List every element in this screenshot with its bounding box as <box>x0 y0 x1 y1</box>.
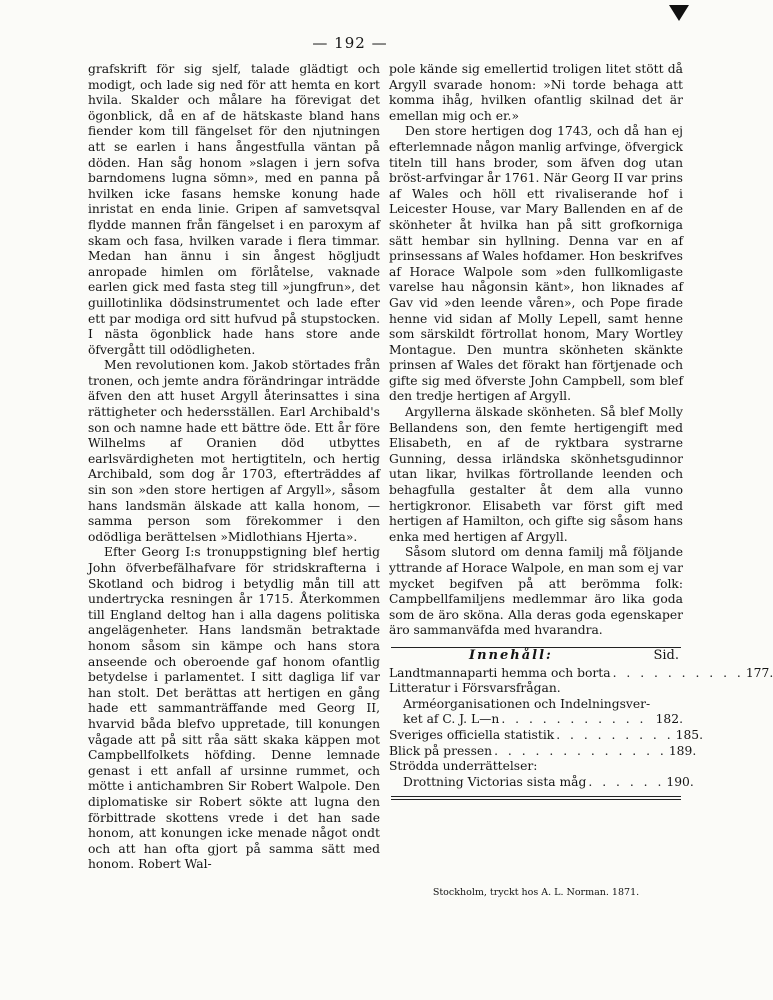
toc-row <box>389 665 773 682</box>
imprint: Stockholm, tryckt hos A. L. Norman. 1871. <box>432 887 640 898</box>
toc-row <box>389 774 694 791</box>
right-column <box>389 62 773 800</box>
divider <box>391 796 681 797</box>
toc-leader: . . . . . . . . . . <box>612 665 744 680</box>
table-of-contents <box>389 647 773 800</box>
paragraph: Den store hertigen dog 1743, och då han ej efterlemnade någon manlig arfvinge, öfvergick titeln till hans broder, som äfven dog utan bröst-arfvingar år 1761. När Georg II var prins af Wales och höll ett rivaliserande hof i Leicester House, var Mary Ballenden en af de skönheter åt hvilka han på sitt grofkorniga sätt hembar sin hyllning. Denna var en af prinsessans af Wales hofdamer. Hon beskrifves af Horace Walpole som »den fullkomligaste varelse hau någonsin känt», hon liknades af Gav vid »den leende våren», och Pope firade henne vid sidan af Molly Lepell, samt henne som särskildt förtrollat honom, Mary Wortley Montague. Den muntra skönheten skänkte prinsen af Wales det förakt han förtjenade och gifte sig med öfverste John Campbell, som blef den tredje hertigen af Argyll. <box>389 124 683 404</box>
toc-row: Litteratur i Försvarsfrågan. <box>389 681 561 696</box>
toc-entry-page: 177. <box>745 665 773 680</box>
toc-leader: . . . . . . . . . . . <box>501 712 647 727</box>
toc-row <box>389 712 683 728</box>
toc-title: Innehåll: <box>469 647 553 663</box>
page-number: — 192 — <box>312 34 388 52</box>
paragraph: Efter Georg I:s tronuppstigning blef hertig John öfverbefälhafvare för stridskrafterna i Skotland och bidrog i betydlig mån till att undertrycka resningen år 1715. Återkommen till England deltog han i alla dagens politiska angelägenheter. Hans landsmän betraktade honom såsom sin kämpe och hans stora anseende och oberoende gaf honom ofantlig betydelse i parlamentet. I sitt dagliga lif var han stolt. Det berättas att hertigen en gång hade ett sammanträffande med Georg II, hvarvid båda blefvo uppretade, till konungen vågade att på sitt råa sätt skaka käppen mot Campbellfolkets höfding. Denne lemnade genast i ett anfall af ursinne rummet, och mötte i antichambren Sir Robert Walpole. Den diplomatiske sir Robert sökte att lugna den förbittrade skottens vrede i det han sade honom, att konungen icke menade något ondt och att han ofta gjort på samma sätt med honom. Robert Wal- <box>88 545 380 872</box>
corner-mark-icon <box>668 4 690 22</box>
toc-leader: . . . . . . . . . <box>556 727 674 742</box>
left-column <box>88 62 380 873</box>
toc-page-header: Sid. <box>653 647 679 663</box>
divider <box>391 799 681 800</box>
toc-row <box>389 743 697 760</box>
toc-entry-title: Blick på pressen <box>389 743 493 758</box>
toc-leader: . . . . . . . . . . . . . <box>494 743 667 758</box>
toc-entry-page: 189. <box>668 743 697 758</box>
toc-leader: . . . . . . <box>588 774 665 789</box>
toc-row: Strödda underrättelser: <box>389 759 538 774</box>
toc-row: Arméorganisationen och Indelningsver- <box>403 696 651 711</box>
paragraph: Såsom slutord om denna familj må följande yttrande af Horace Walpole, en man som ej var mycket begifven på att berömma folk: Campbellfamiljens medlemmar äro lika goda som de äro sköna. Alla deras goda egenskaper äro sammanväfda med hvarandra. <box>389 545 683 638</box>
paragraph: pole kände sig emellertid troligen litet stött då Argyll svarade honom: »Ni torde behaga att komma ihåg, hvilken ofantlig skilnad det är emellan mig och er.» <box>389 62 683 123</box>
paragraph: grafskrift för sig sjelf, talade glädtigt och modigt, och lade sig ned för att hemta en kort hvila. Skalder och målare ha förevigat det ögonblick, då en af de hätskaste bland hans fiender kom till fängelset för den njutningen att se earlen i hans ångestfulla väntan på döden. Han såg honom »slagen i jern sofva barndomens lugna sömn», med en panna på hvilken icke fasans hemske konung hade inristat en enda linie. Gripen af samvetsqval flydde mannen från fängelset i en paroxym af skam och fasa, hvilken varade i flera timmar. Medan han ännu i sin ångest högljudt anropade himlen om förlåtelse, vaknade earlen gick med fasta steg till »jungfrun», det guillotinlika dödsinstrumentet och lade efter ett par modiga ord sitt hufvud på stupstocken. I nästa ögonblick hade hans store ande öfvergått till odödligheten. <box>88 62 380 357</box>
toc-entry-page: 185. <box>675 727 704 742</box>
toc-entry-page: 190. <box>666 774 694 789</box>
toc-entry-title: Landtmannaparti hemma och borta <box>389 665 611 680</box>
paragraph: Argyllerna älskade skönheten. Så blef Molly Bellandens son, den femte hertigengift med Elisabeth, en af de ryktbara systrarne Gunning, dessa irländska skönhetsgudinnor utan likar, hvilkas förtrollande leenden och behagfulla gestalter åt dem alla vunno hertigkronor. Elisabeth var först gift med hertigen af Hamilton, och gifte sig såsom hans enka med hertigen af Argyll. <box>389 405 683 544</box>
toc-entry-title: ket af C. J. L—n <box>403 712 500 727</box>
toc-entry-page: 182. <box>655 712 683 727</box>
paragraph: Men revolutionen kom. Jakob störtades från tronen, och jemte andra förändringar inträdde äfven den att huset Argyll återinsattes i sina rättigheter och hedersställen. Earl Archibald's son och namne hade ett bättre öde. Ett år före Wilhelms af Oranien död utbyttes earlsvärdigheten mot hertigtiteln, och hertig Archibald, som dog år 1703, efterträddes af sin son »den store hertigen af Argyll», såsom hans landsmän älskade att kalla honom, — samma person som förekommer i den odödliga berättelsen »Midlothians Hjerta». <box>88 358 380 544</box>
toc-entry-title: Sveriges officiella statistik <box>389 727 555 742</box>
toc-row <box>389 727 704 744</box>
toc-entry-title: Drottning Victorias sista måg <box>403 774 587 789</box>
toc-header <box>389 648 683 664</box>
